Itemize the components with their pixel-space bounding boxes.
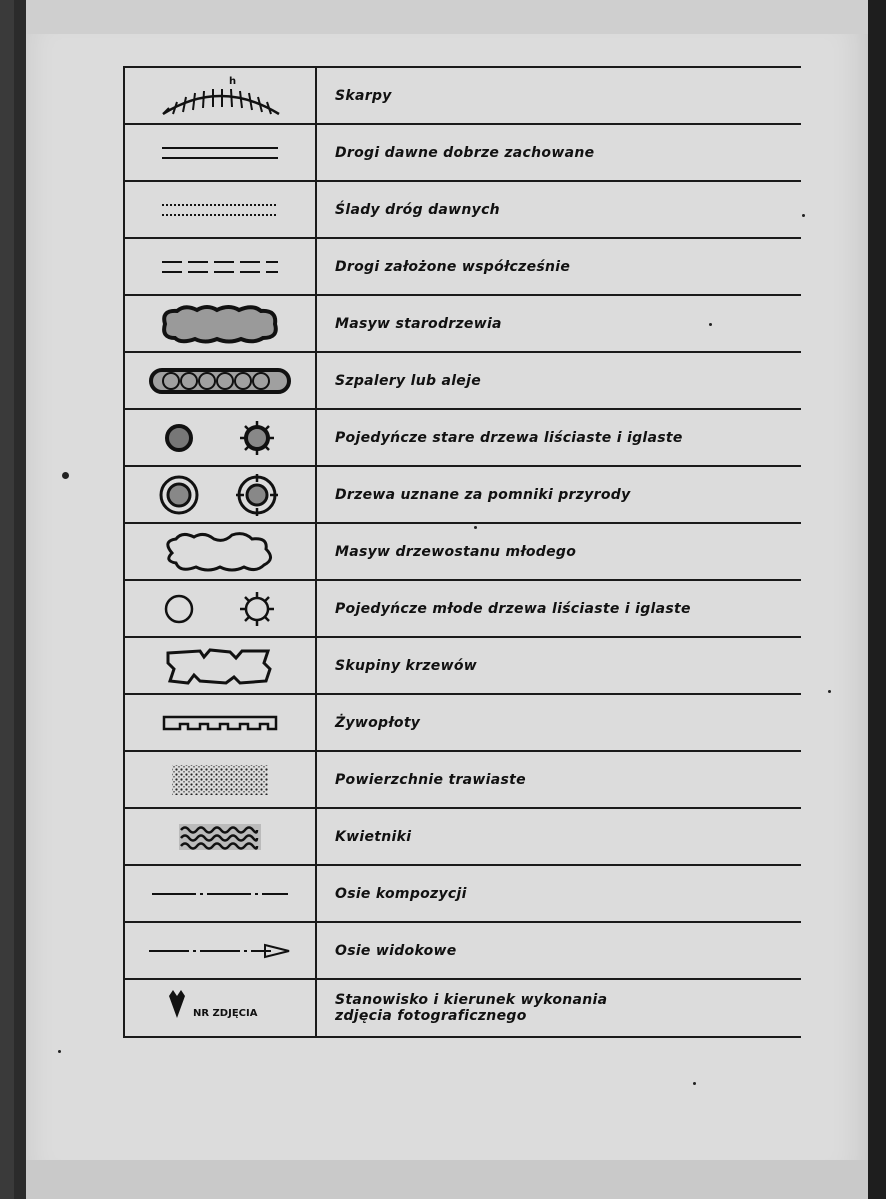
view-axis-icon	[124, 922, 316, 979]
legend-row	[124, 922, 801, 979]
young-tree-mass-icon	[124, 523, 316, 580]
hedge-icon	[124, 694, 316, 751]
composition-axis-icon	[124, 865, 316, 922]
legend-row	[124, 295, 801, 352]
binder-edge	[14, 0, 26, 1199]
legend-label-line2: zdjęcia fotograficznego	[335, 1008, 527, 1024]
escarpment-icon	[124, 67, 316, 124]
double-line-icon	[124, 124, 316, 181]
legend-label: Kwietniki	[316, 808, 801, 865]
photo-number-caption: NR ZDJĘCIA	[193, 1008, 258, 1019]
monument-trees-icon	[124, 466, 316, 523]
legend-label: Ślady dróg dawnych	[316, 181, 801, 238]
legend-label: Drogi założone współcześnie	[316, 238, 801, 295]
legend-row	[124, 751, 801, 808]
legend-row	[124, 808, 801, 865]
legend-row	[124, 979, 801, 1037]
legend-label: Skupiny krzewów	[316, 637, 801, 694]
legend-row	[124, 865, 801, 922]
paper-bottom-edge	[14, 1160, 872, 1199]
scan-border	[868, 0, 886, 1199]
legend-label: Masyw starodrzewia	[316, 295, 801, 352]
legend-row	[124, 67, 801, 124]
speck	[693, 1082, 696, 1085]
speck	[828, 690, 831, 693]
flowerbed-icon	[124, 808, 316, 865]
legend-label: Osie kompozycji	[316, 865, 801, 922]
single-young-trees-icon	[124, 580, 316, 637]
tree-row-icon	[124, 352, 316, 409]
legend-row	[124, 694, 801, 751]
photo-position-icon	[124, 979, 316, 1037]
speck	[62, 472, 69, 479]
legend-row	[124, 466, 801, 523]
paper-top-edge	[14, 0, 872, 34]
legend-row	[124, 124, 801, 181]
grass-area-icon	[124, 751, 316, 808]
legend-label: Żywopłoty	[316, 694, 801, 751]
speck	[802, 214, 805, 217]
legend-table	[123, 66, 801, 1038]
dashed-lines-icon	[124, 238, 316, 295]
legend-label: Pojedyńcze stare drzewa liściaste i iglaste	[316, 409, 801, 466]
legend-row	[124, 352, 801, 409]
dotted-lines-icon	[124, 181, 316, 238]
legend-label: Szpalery lub aleje	[316, 352, 801, 409]
legend-row	[124, 238, 801, 295]
legend-label: Masyw drzewostanu młodego	[316, 523, 801, 580]
legend-label: Powierzchnie trawiaste	[316, 751, 801, 808]
legend-label: Skarpy	[316, 67, 801, 124]
speck	[58, 1050, 61, 1053]
legend-row	[124, 523, 801, 580]
shrub-group-icon	[124, 637, 316, 694]
legend-label-line1: Stanowisko i kierunek wykonania	[335, 992, 608, 1008]
legend-label-multiline	[316, 979, 801, 1037]
old-tree-mass-icon	[124, 295, 316, 352]
legend-row	[124, 181, 801, 238]
legend-row	[124, 580, 801, 637]
escarpment-mark: h	[229, 75, 237, 87]
single-old-trees-icon	[124, 409, 316, 466]
legend-label: Drzewa uznane za pomniki przyrody	[316, 466, 801, 523]
legend-row	[124, 637, 801, 694]
legend-label: Drogi dawne dobrze zachowane	[316, 124, 801, 181]
legend-label: Pojedyńcze młode drzewa liściaste i iglaste	[316, 580, 801, 637]
legend-label: Osie widokowe	[316, 922, 801, 979]
legend-row	[124, 409, 801, 466]
